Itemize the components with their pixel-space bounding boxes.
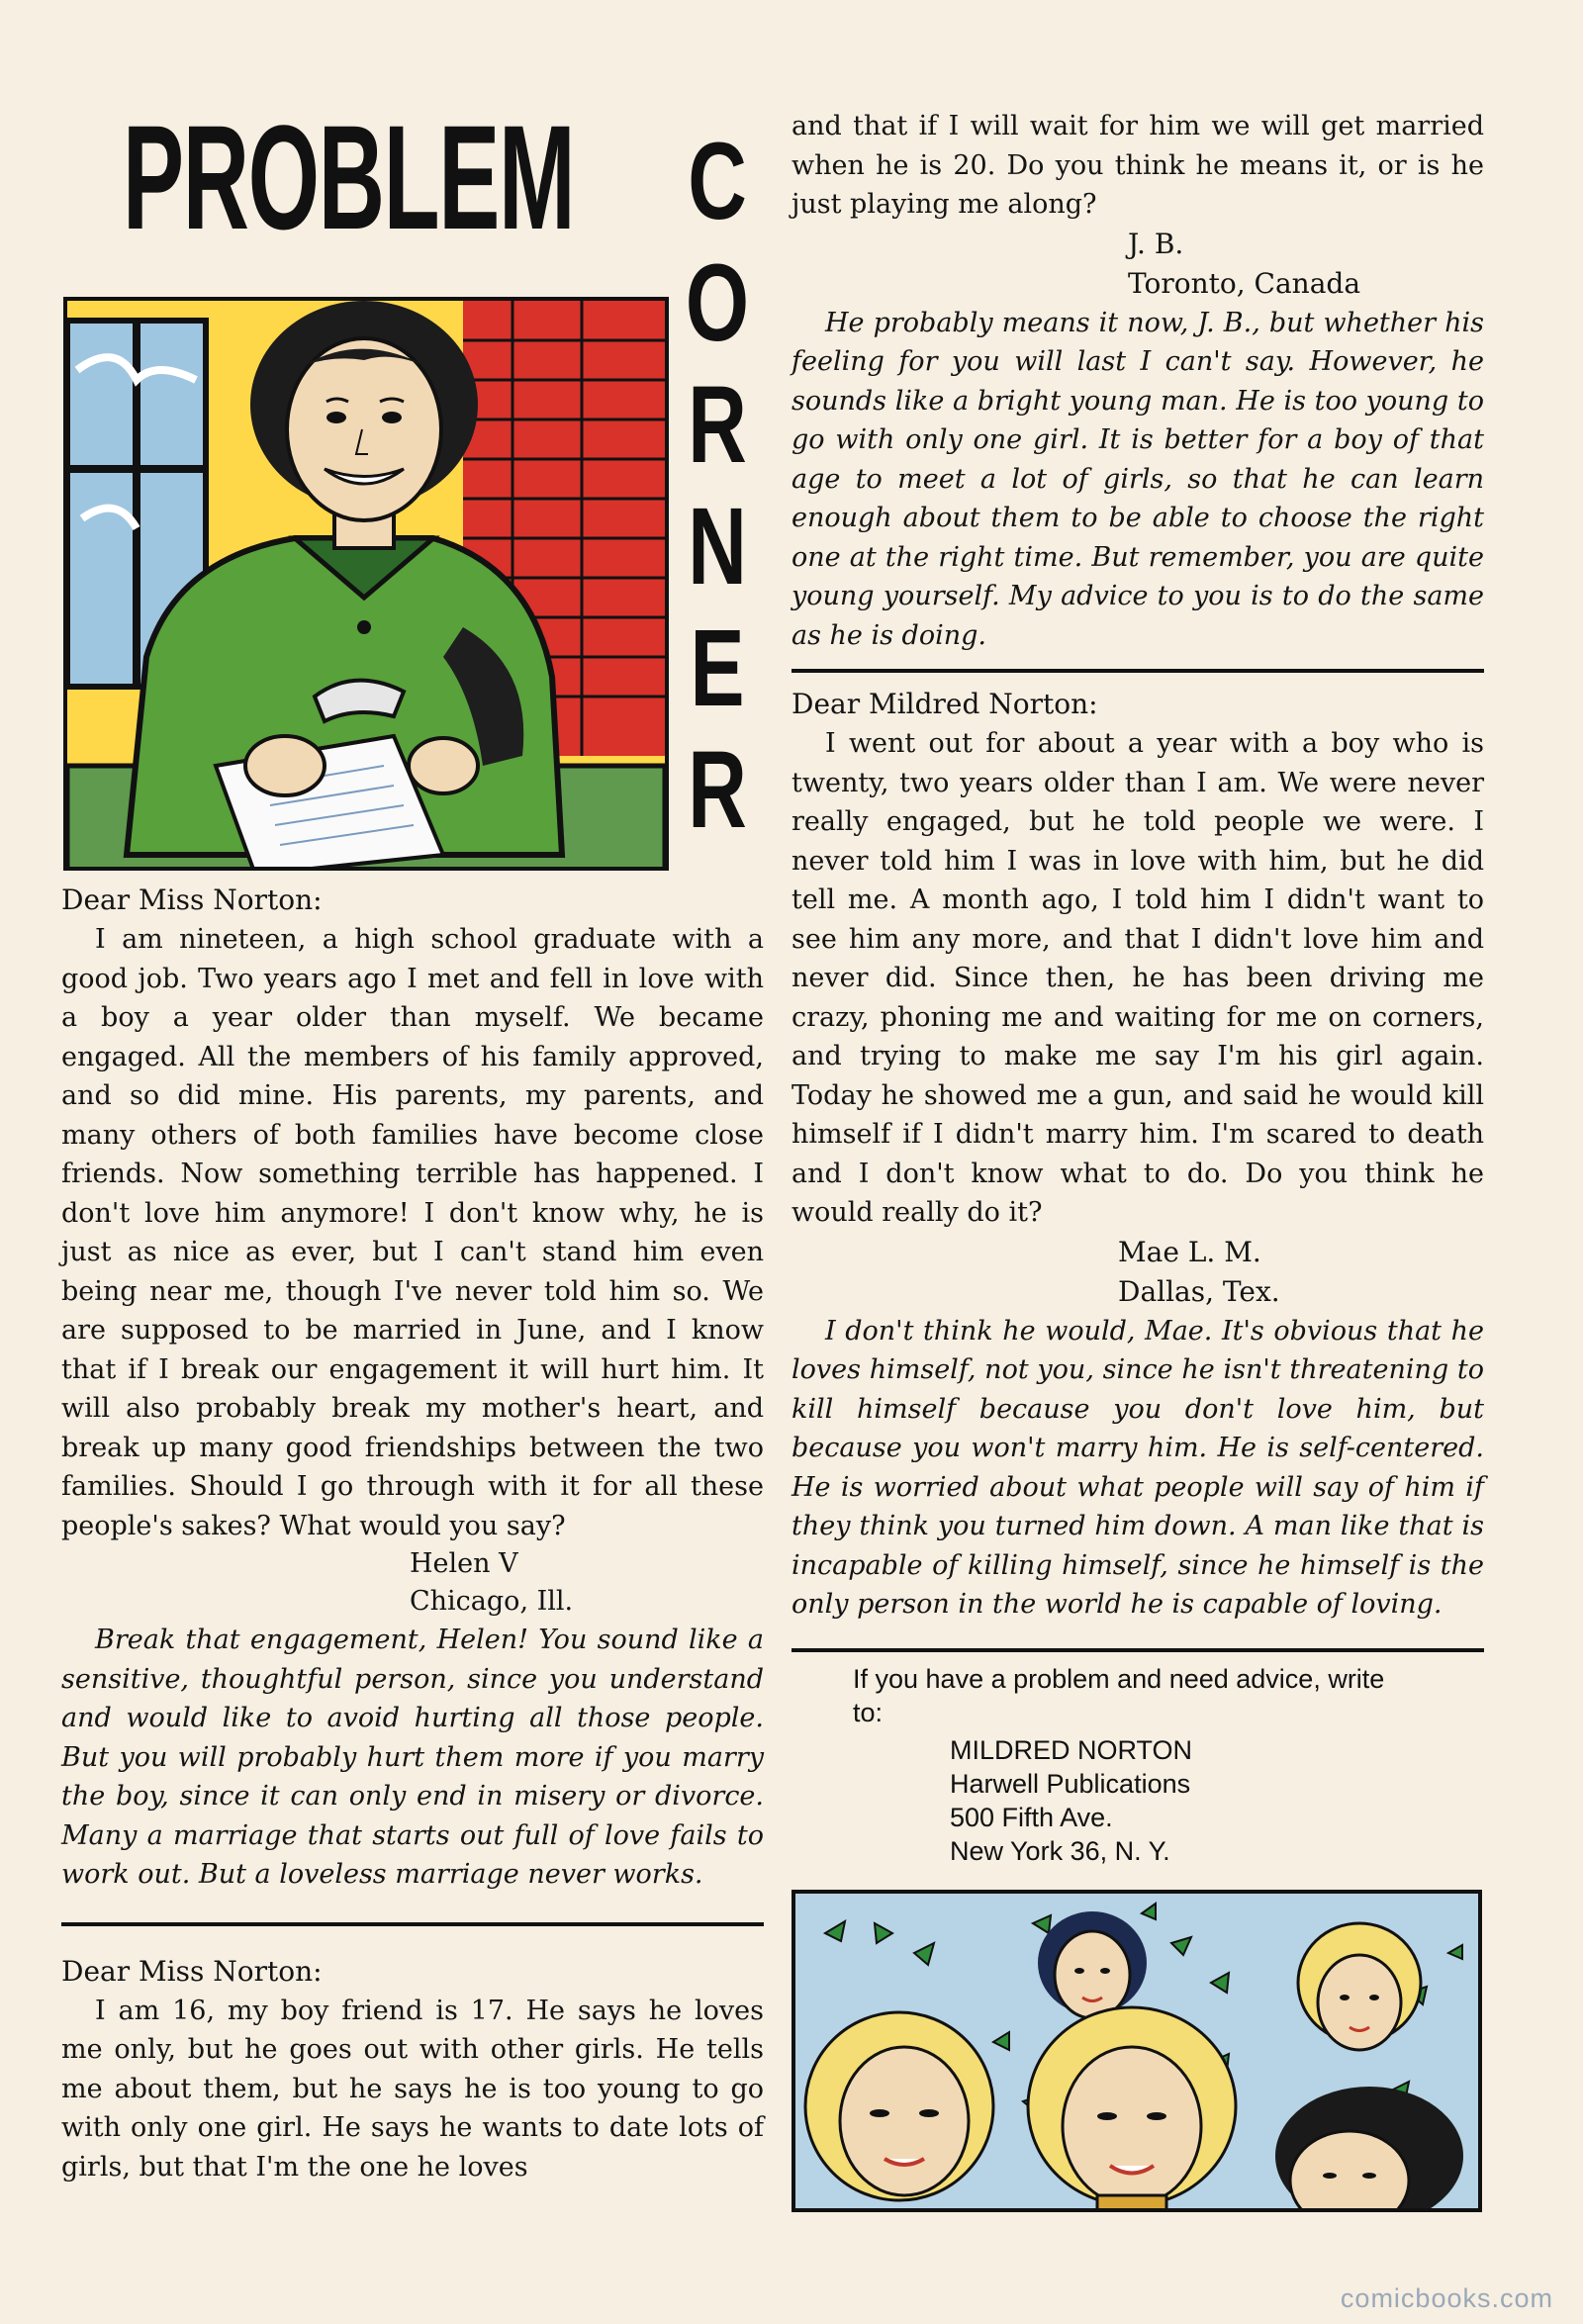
letter3-salutation: Dear Mildred Norton:	[792, 688, 1098, 720]
title-problem: PROBLEM	[123, 94, 575, 260]
title-corner-vertical	[673, 121, 762, 851]
left-column	[61, 881, 764, 2186]
letter3-signature-name: Mae L. M.	[1118, 1235, 1261, 1268]
letter2-body-part1: I am 16, my boy friend is 17. He says he loves me only, but he goes out with other girls. He tells me about them, but he says he is too young to go with only one girl. He says he wants to date lots of girls, but that I'm the one he loves	[61, 1995, 764, 2183]
letter2-reply: He probably means it now, J. B., but whether his feeling for you will last I can't say. However, he sounds like a bright young man. He is too young to go with only one girl. It is better for a boy of that age to meet a lot of girls, so that he can learn enough about them to be able to choose the right one at the right time. But remember, you are quite young yourself. My advice to you is to do the same as he is doing.	[792, 307, 1484, 651]
divider-rule	[792, 669, 1484, 673]
letter2-signature-place: Toronto, Canada	[1128, 266, 1361, 300]
letter1-signature-name: Helen V	[410, 1548, 518, 1579]
corner-letter: E	[690, 607, 745, 729]
letter3-reply: I don't think he would, Mae. It's obvious that he loves himself, not you, since he isn't threatening to kill himself because you don't love him, but because you won't marry him. He is self-centered. He is worried about what people will say of him if they think you turned him down. A man like that is incapable of killing himself, since he himself is the only person in the world he is capable of loving.	[792, 1315, 1484, 1620]
letter3-signature-place: Dallas, Tex.	[1118, 1274, 1280, 1308]
girls-faces-illustration	[792, 1890, 1482, 2212]
letter2-signature-name: J. B.	[1128, 227, 1184, 260]
corner-letter: O	[685, 242, 750, 364]
columnist-drawing	[67, 301, 665, 867]
corner-letter: R	[688, 364, 747, 486]
contact-company: Harwell Publications	[950, 1768, 1191, 1799]
divider-rule	[61, 1922, 764, 1926]
letter3-body: I went out for about a year with a boy who is twenty, two years older than I am. We were never really engaged, but he told people we were. I never told him I was in love with him, but he did tell me. A month ago, I told him I didn't want to see him any more, and that I didn't love him and never did. Since then, he has been driving me crazy, phoning me and waiting for me on corners, and trying to make me say I'm his girl again. Today he showed me a gun, and said he would kill himself if I didn't marry him. I'm scared to death and I don't know what to do. Do you think he would really do it?	[792, 728, 1484, 1228]
contact-intro: If you have a problem and need advice, write to:	[853, 1663, 1385, 1727]
letter1-signature-place: Chicago, Ill.	[410, 1586, 574, 1617]
corner-letter: R	[688, 729, 747, 851]
letter1-body: I am nineteen, a high school graduate with a good job. Two years ago I met and fell in love with a boy a year older than myself. We became engaged. All the members of his family approved, and so did mine. His parents, my parents, and many others of both families have become close friends. Now something terrible has happened. I don't love him anymore! I don't know why, he is just as nice as ever, but I can't stand him even being near me, though I've never told him so. We are supposed to be married in June, and I know that if I break our engagement it will hurt him. It will also probably break my mother's heart, and break up many good friendships between the two families. Should I go through with it for all these people's sakes? What would you say?	[61, 924, 764, 1541]
columnist-illustration	[63, 297, 669, 871]
letter1-salutation: Dear Miss Norton:	[61, 883, 323, 916]
contact-city: New York 36, N. Y.	[950, 1835, 1170, 1866]
letter2-body-part2: and that if I will wait for him we will get married when he is 20. Do you think he means it, or is he just playing me along?	[792, 111, 1484, 220]
watermark: comicbooks.com	[1340, 2283, 1553, 2313]
corner-letter: N	[688, 486, 747, 607]
faces-drawing	[795, 1894, 1478, 2208]
letter2-salutation: Dear Miss Norton:	[61, 1954, 323, 1988]
letter1-reply: Break that engagement, Helen! You sound like a sensitive, thoughtful person, since you understand and would like to avoid hurting all those people. But you will probably hurt them more if you marry the boy, since it can only end in misery or divorce. Many a marriage that starts out full of love fails to work out. But a loveless marriage never works.	[61, 1625, 764, 1890]
divider-rule	[792, 1648, 1484, 1652]
contact-name: MILDRED NORTON	[950, 1734, 1193, 1765]
right-column	[792, 107, 1484, 1868]
contact-street: 500 Fifth Ave.	[950, 1802, 1113, 1832]
corner-letter: C	[688, 121, 747, 242]
